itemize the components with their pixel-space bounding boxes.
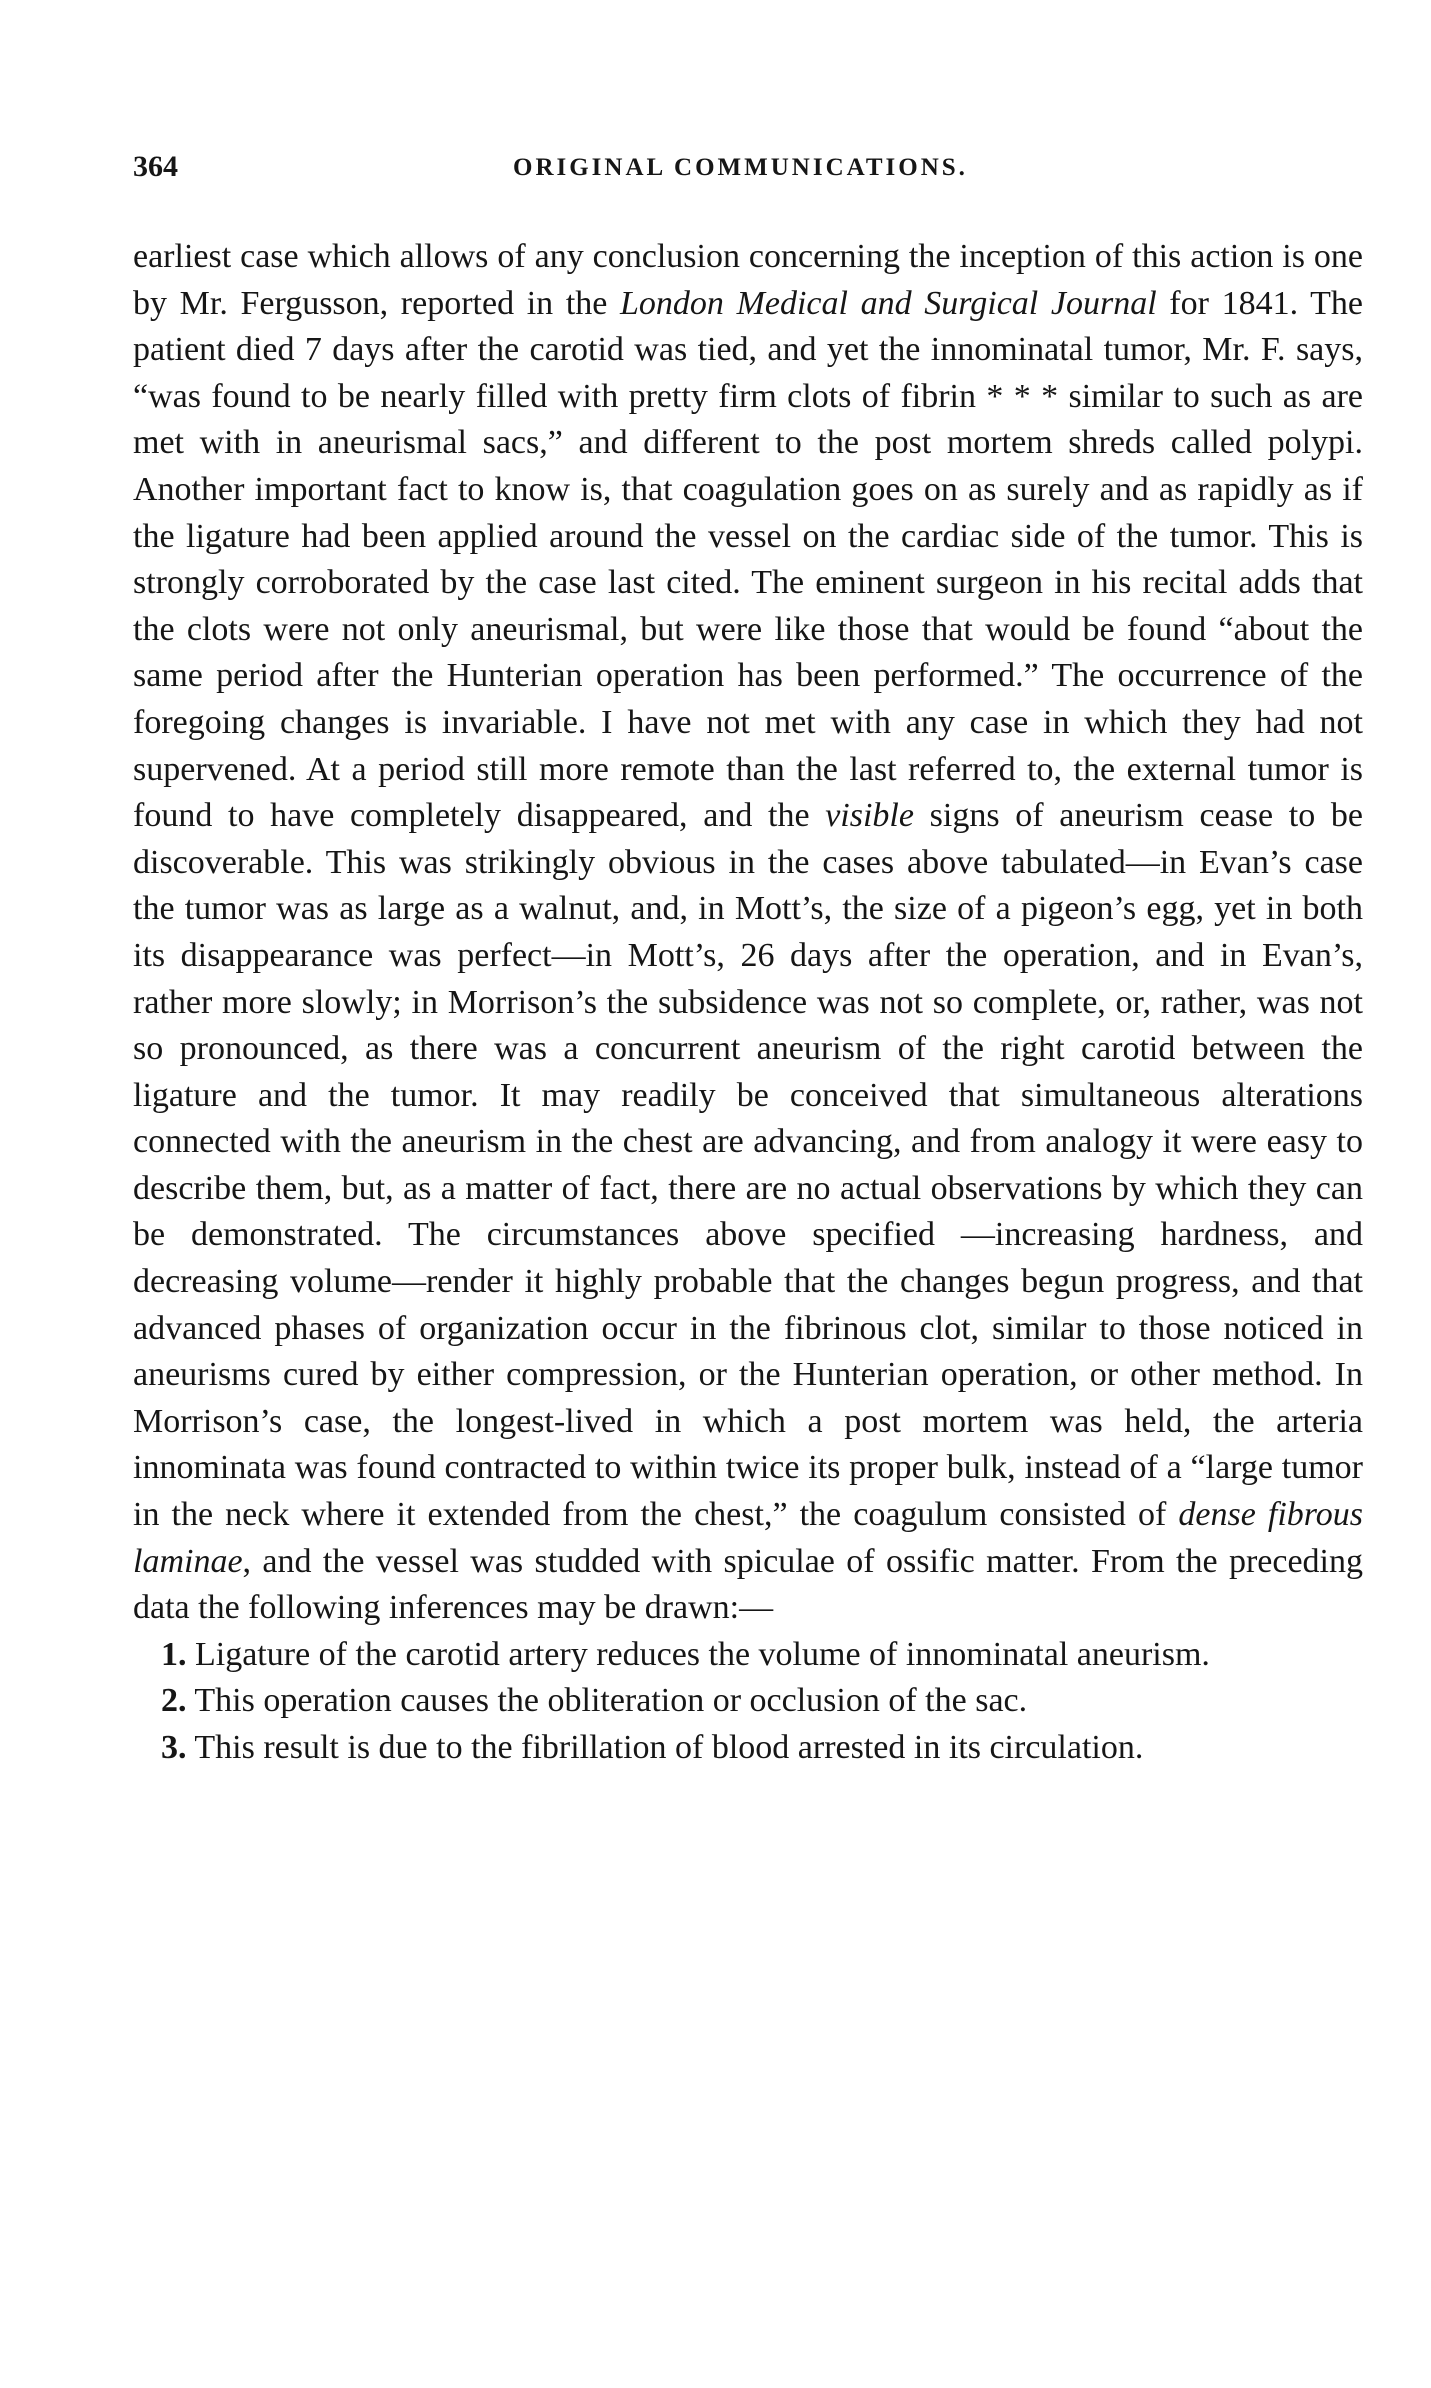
inference-number: 3. [161,1729,187,1766]
page [133,150,1363,1772]
inference-text: Ligature of the carotid artery reduces the volume of innominatal aneurism. [186,1635,1210,1673]
text-run: signs of aneurism cease to be discoverable. This was strikingly obvious in the cases above tabulated—in Evan’s case the tumor was as large as a walnut, and, in Mott’s, the size of a pigeon’s egg, yet in both its disappearance was perfect—in Mott’s, 26 days after the operation, and in Evan’s, rather more slowly; in Morrison’s the subsidence was not so complete, or, rather, was not so pronounced, as there was a concurrent aneurism of the right carotid between the ligature and the tumor. It may readily be conceived that simultaneous alterations connected with the aneurism in the chest are advancing, and from analogy it were easy to describe them, but, as a matter of fact, there are no actual observations by which they can be demonstrated. The circumstances above specified —increasing hardness, and decreasing volume—render it highly probable that the changes begun progress, and that advanced phases of organization occur in the fibrinous clot, similar to those noticed in aneurisms cured by either compression, or the Hunterian operation, or other method. In Morrison’s case, the longest-lived in which a post mortem was held, the arteria innominata was found contracted to within twice its proper bulk, instead of a “large tumor in the neck where it extended from the chest,” the coagulum consisted of [133,797,1363,1534]
inference-text: This operation causes the obliteration or occlusion of the sac. [186,1682,1028,1720]
body-text [133,234,1363,1772]
inference-number: 1. [161,1635,187,1673]
text-run: earliest case which allows of any conclusion concerning the inception of this action is one by Mr. Fergusson, reported in the [133,238,1363,322]
text-run: for 1841. The patient died 7 days after the carotid was tied, and yet the innominatal tumor, Mr. F. says, “was found to be nearly filled with pretty firm clots of fibrin * * * similar to such as are met with in aneurismal sacs,” and different to the post mortem shreds called polypi. Another important fact to know is, that coagulation goes on as surely and as rapidly as if the ligature had been applied around the vessel on the cardiac side of the tumor. This is strongly corroborated by the case last cited. The eminent surgeon in his recital adds that the clots were not only aneurismal, but were like those that would be found “about the same period after the Hunterian operation has been performed.” The occurrence of the foregoing changes is invariable. I have not met with any case in which they had not supervened. At a period still more remote than the last referred to, the external tumor is found to have completely disappeared, and the [133,284,1364,835]
running-title: ORIGINAL COMMUNICATIONS. [513,154,968,181]
page-number: 364 [133,150,178,183]
inference-list [133,1632,1363,1772]
inference-text: This result is due to the fibrillation of blood arrested in its circulation. [186,1729,1144,1766]
emphasis-laminae: dense fibrous laminae [133,1496,1363,1580]
inference-number: 2. [161,1682,187,1720]
running-head [133,150,1363,194]
inference-item [133,1678,1363,1725]
journal-title: London Medical and Surgical Journal [620,284,1157,322]
inference-item [133,1632,1363,1679]
emphasis-visible: visible [825,797,914,835]
paragraph [133,234,1363,1632]
text-run: , and the vessel was studded with spiculae of ossific matter. From the preceding data the following inferences may be drawn:— [133,1542,1363,1627]
inference-item [133,1725,1363,1772]
